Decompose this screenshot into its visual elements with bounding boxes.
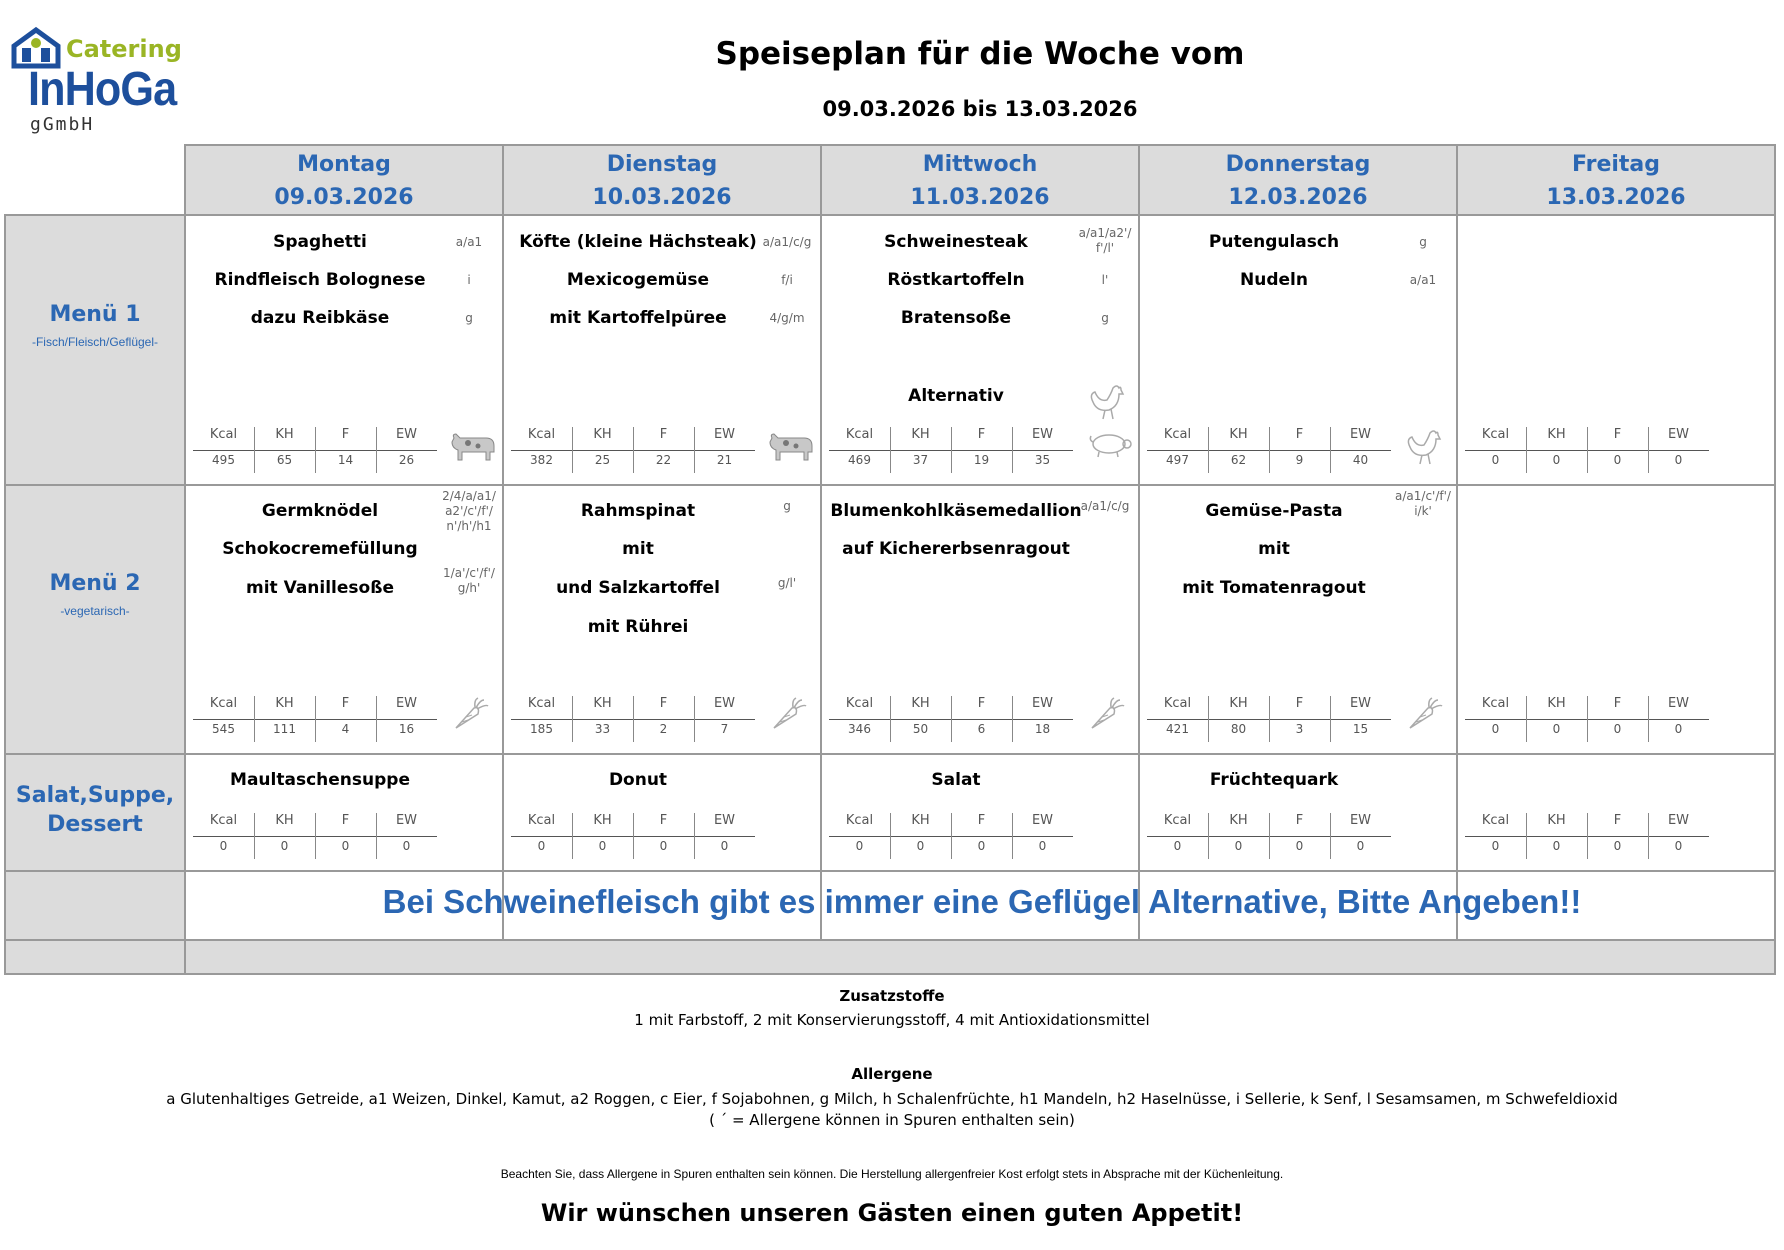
nutrition-value-carbs: 0 xyxy=(1552,453,1561,467)
menu2-allergen-code xyxy=(1711,566,1771,608)
nutrition-value-protein: 0 xyxy=(1674,722,1683,736)
menu1-allergen-code xyxy=(1393,302,1453,345)
nutrition-header-protein: EW xyxy=(1667,427,1690,442)
nutrition-value-kcal: 495 xyxy=(212,453,235,467)
allergens-text: a Glutenhaltiges Getreide, a1 Weizen, Dinkel, Kamut, a2 Roggen, c Eier, f Sojabohnen, g Milch, h Schalenfrüchte, h1 Mandeln, h2 Haselnüsse, i Sellerie, k Senf, l Sesamsamen, m Schwefeldioxid xyxy=(166,1090,1618,1108)
nutrition-header-protein: EW xyxy=(1349,696,1372,711)
menu1-dish-line: Putengulasch xyxy=(1208,232,1340,252)
nutrition-value-fat: 0 xyxy=(341,839,350,853)
day-name: Freitag xyxy=(1571,152,1661,177)
nutrition-header-protein: EW xyxy=(1667,696,1690,711)
nutrition-value-fat: 14 xyxy=(337,453,354,467)
logo-catering-text: Catering xyxy=(66,35,182,63)
day-name: Donnerstag xyxy=(1225,152,1371,177)
extras-dish: Salat xyxy=(931,770,981,790)
menu2-allergen-code: g/l' xyxy=(777,576,797,590)
allergen-disclaimer: Beachten Sie, dass Allergene in Spuren enthalten sein können. Die Herstellung allergenfreier Kost erfolgt stets in Absprache mit der Küchenleitung. xyxy=(500,1167,1284,1181)
grid-line xyxy=(184,144,1776,146)
nutrition-table xyxy=(1465,696,1709,746)
day-date: 12.03.2026 xyxy=(1228,185,1368,210)
grid-line xyxy=(4,484,1776,486)
menu1-allergen-code xyxy=(1711,302,1771,345)
nutrition-value-protein: 15 xyxy=(1352,722,1369,736)
grid-line xyxy=(4,214,1776,216)
menu2-allergen-code xyxy=(1393,566,1453,608)
nutrition-value-kcal: 545 xyxy=(212,722,235,736)
menu1-dish-line: mit Kartoffelpüree xyxy=(549,308,727,328)
nutrition-header-kcal: Kcal xyxy=(209,427,238,442)
nutrition-table xyxy=(1465,813,1709,863)
menu2-allergen-code xyxy=(439,605,499,647)
nutrition-header-kcal: Kcal xyxy=(845,813,874,828)
nutrition-header-protein: EW xyxy=(395,427,418,442)
menu-2-label xyxy=(5,569,185,618)
day-name: Dienstag xyxy=(606,152,718,177)
menu2-allergen-code xyxy=(1075,527,1135,569)
menu1-dish-line: Bratensoße xyxy=(900,308,1012,328)
nutrition-value-carbs: 0 xyxy=(1234,839,1243,853)
cow-icon xyxy=(766,430,816,466)
nutrition-value-kcal: 0 xyxy=(1491,453,1500,467)
nutrition-header-protein: EW xyxy=(395,813,418,828)
extras-dish: Donut xyxy=(608,770,668,790)
nutrition-header-protein: EW xyxy=(713,427,736,442)
menu1-allergen-code: g xyxy=(1101,311,1109,325)
nutrition-value-kcal: 0 xyxy=(855,839,864,853)
nutrition-table xyxy=(829,813,1073,863)
banner-row-label-bg xyxy=(5,871,185,939)
nutrition-header-carbs: KH xyxy=(275,696,294,711)
menu2-dish-line: Schokocremefüllung xyxy=(222,539,418,559)
menu1-alternative-label: Alternativ xyxy=(908,386,1004,406)
additives-text: 1 mit Farbstoff, 2 mit Konservierungsstoff, 4 mit Antioxidationsmittel xyxy=(634,1011,1150,1029)
nutrition-value-carbs: 62 xyxy=(1230,453,1247,467)
nutrition-header-protein: EW xyxy=(1667,813,1690,828)
nutrition-header-carbs: KH xyxy=(275,427,294,442)
nutrition-header-protein: EW xyxy=(713,813,736,828)
nutrition-value-protein: 26 xyxy=(398,453,415,467)
menu2-dish-line: Rahmspinat xyxy=(580,501,696,521)
menu2-allergen-code: a/a1/c'/f'/i/k' xyxy=(1395,489,1451,518)
nutrition-header-carbs: KH xyxy=(1547,813,1566,828)
catering-logo xyxy=(8,22,182,135)
nutrition-header-fat: F xyxy=(1613,427,1622,442)
closing-message: Wir wünschen unseren Gästen einen guten Appetit! xyxy=(540,1199,1244,1227)
extras-label xyxy=(5,781,185,845)
nutrition-value-protein: 0 xyxy=(720,839,729,853)
extras-dish: Maultaschensuppe xyxy=(230,770,410,790)
row-label-subtitle: -Fisch/Fleisch/Geflügel- xyxy=(31,335,159,349)
nutrition-header-fat: F xyxy=(659,813,668,828)
day-date: 11.03.2026 xyxy=(910,185,1050,210)
logo-brand-text: InHoGa xyxy=(28,63,177,116)
menu2-allergen-code: 2/4/a/a1/a2'/c'/f'/n'/h'/h1 xyxy=(442,489,496,533)
menu2-allergen-code xyxy=(1711,605,1771,647)
nutrition-value-kcal: 185 xyxy=(530,722,553,736)
nutrition-value-fat: 4 xyxy=(341,722,350,736)
nutrition-header-kcal: Kcal xyxy=(845,427,874,442)
nutrition-value-protein: 7 xyxy=(720,722,729,736)
menu2-dish-line: mit xyxy=(1258,539,1290,559)
nutrition-header-fat: F xyxy=(977,813,986,828)
rooster-icon xyxy=(1085,382,1129,426)
grid-line xyxy=(4,870,1776,872)
allergens-title: Allergene xyxy=(851,1065,933,1083)
nutrition-value-protein: 0 xyxy=(1356,839,1365,853)
menu2-allergen-code xyxy=(757,605,817,647)
nutrition-header-carbs: KH xyxy=(593,813,612,828)
nutrition-value-carbs: 0 xyxy=(1552,722,1561,736)
empty-row-label-bg xyxy=(5,940,185,974)
nutrition-value-protein: 40 xyxy=(1352,453,1369,467)
nutrition-header-carbs: KH xyxy=(911,813,930,828)
nutrition-table xyxy=(193,696,437,746)
nutrition-value-protein: 16 xyxy=(398,722,415,736)
menu1-dish-line: Nudeln xyxy=(1240,270,1308,290)
menu2-dish-line: Gemüse-Pasta xyxy=(1205,501,1343,521)
grid-line xyxy=(4,973,1776,975)
nutrition-value-fat: 0 xyxy=(977,839,986,853)
nutrition-value-protein: 0 xyxy=(402,839,411,853)
nutrition-header-fat: F xyxy=(341,427,350,442)
nutrition-header-fat: F xyxy=(1295,427,1304,442)
nutrition-table xyxy=(511,813,755,863)
row-label-title: Salat,Suppe, Dessert xyxy=(15,783,175,837)
nutrition-header-fat: F xyxy=(659,696,668,711)
nutrition-value-kcal: 0 xyxy=(1491,722,1500,736)
row-label-title: Menü 2 xyxy=(49,571,141,596)
menu1-allergen-code: g xyxy=(1419,235,1427,249)
nutrition-header-carbs: KH xyxy=(911,427,930,442)
nutrition-value-protein: 21 xyxy=(716,453,733,467)
nutrition-header-carbs: KH xyxy=(1547,696,1566,711)
nutrition-header-kcal: Kcal xyxy=(209,696,238,711)
carrot-icon xyxy=(768,696,808,736)
nutrition-header-protein: EW xyxy=(395,696,418,711)
nutrition-value-carbs: 0 xyxy=(916,839,925,853)
menu2-allergen-code xyxy=(1711,489,1771,531)
menu1-dish-line: dazu Reibkäse xyxy=(250,308,390,328)
menu2-allergen-code xyxy=(1075,605,1135,647)
nutrition-header-fat: F xyxy=(1295,696,1304,711)
day-header-donnerstag xyxy=(1139,145,1457,214)
row-label-subtitle: -vegetarisch- xyxy=(60,604,130,618)
nutrition-value-fat: 6 xyxy=(977,722,986,736)
day-date: 13.03.2026 xyxy=(1546,185,1686,210)
nutrition-value-carbs: 50 xyxy=(912,722,929,736)
menu1-dish-line: Rindfleisch Bolognese xyxy=(214,270,426,290)
nutrition-header-kcal: Kcal xyxy=(1481,696,1510,711)
nutrition-header-kcal: Kcal xyxy=(527,427,556,442)
nutrition-value-fat: 0 xyxy=(1295,839,1304,853)
menu2-dish-line: und Salzkartoffel xyxy=(556,578,720,598)
nutrition-value-carbs: 0 xyxy=(280,839,289,853)
menu2-allergen-code xyxy=(1393,605,1453,647)
nutrition-value-fat: 3 xyxy=(1295,722,1304,736)
menu1-allergen-code: 4/g/m xyxy=(769,311,805,325)
menu1-dish-line: Mexicogemüse xyxy=(566,270,710,290)
nutrition-header-fat: F xyxy=(1295,813,1304,828)
page-subtitle: 09.03.2026 bis 13.03.2026 xyxy=(822,97,1138,121)
menu2-allergen-code xyxy=(1393,527,1453,569)
nutrition-header-carbs: KH xyxy=(275,813,294,828)
menu2-dish-line: mit xyxy=(622,539,654,559)
nutrition-table xyxy=(193,427,437,477)
menu-1-label xyxy=(5,300,185,349)
nutrition-header-protein: EW xyxy=(1349,427,1372,442)
nutrition-value-protein: 35 xyxy=(1034,453,1051,467)
nutrition-value-kcal: 0 xyxy=(1491,839,1500,853)
rooster-icon xyxy=(1402,427,1446,471)
extras-dish: Früchtequark xyxy=(1209,770,1339,790)
nutrition-value-carbs: 80 xyxy=(1230,722,1247,736)
day-date: 10.03.2026 xyxy=(592,185,732,210)
menu2-dish-line: auf Kichererbsenragout xyxy=(842,539,1070,559)
nutrition-value-kcal: 497 xyxy=(1166,453,1189,467)
nutrition-value-fat: 19 xyxy=(973,453,990,467)
nutrition-value-protein: 18 xyxy=(1034,722,1051,736)
menu1-allergen-code xyxy=(1711,264,1771,307)
nutrition-value-kcal: 0 xyxy=(1173,839,1182,853)
nutrition-value-fat: 0 xyxy=(659,839,668,853)
nutrition-header-protein: EW xyxy=(713,696,736,711)
grid-line xyxy=(184,144,186,974)
nutrition-header-fat: F xyxy=(1613,696,1622,711)
pig-icon xyxy=(1087,430,1133,462)
nutrition-value-protein: 0 xyxy=(1674,839,1683,853)
menu1-dish-line: Köfte (kleine Hächsteak) xyxy=(519,232,757,252)
nutrition-header-kcal: Kcal xyxy=(209,813,238,828)
row-label-bg xyxy=(5,215,185,484)
menu2-dish-line: Germknödel xyxy=(261,501,379,521)
menu2-dish-line: Blumenkohlkäsemedallion xyxy=(830,501,1082,521)
nutrition-header-kcal: Kcal xyxy=(1481,427,1510,442)
grid-line xyxy=(1774,144,1776,974)
nutrition-header-carbs: KH xyxy=(1547,427,1566,442)
carrot-icon xyxy=(1086,696,1126,736)
nutrition-table xyxy=(1465,427,1709,477)
nutrition-header-protein: EW xyxy=(1031,427,1054,442)
nutrition-value-fat: 9 xyxy=(1295,453,1304,467)
menu1-dish-line: Röstkartoffeln xyxy=(887,270,1025,290)
nutrition-header-protein: EW xyxy=(1349,813,1372,828)
nutrition-value-kcal: 346 xyxy=(848,722,871,736)
nutrition-header-fat: F xyxy=(977,696,986,711)
menu1-allergen-code: a/a1 xyxy=(1409,273,1437,287)
menu1-allergen-code: a/a1/a2'/f'/l' xyxy=(1078,226,1132,255)
nutrition-value-carbs: 0 xyxy=(1552,839,1561,853)
day-header-mittwoch xyxy=(821,145,1139,214)
nutrition-table xyxy=(1147,427,1391,477)
carrot-icon xyxy=(1404,696,1444,736)
nutrition-value-fat: 0 xyxy=(1613,453,1622,467)
nutrition-value-protein: 0 xyxy=(1038,839,1047,853)
nutrition-value-kcal: 382 xyxy=(530,453,553,467)
nutrition-header-fat: F xyxy=(1613,813,1622,828)
day-name: Mittwoch xyxy=(922,152,1038,177)
nutrition-header-carbs: KH xyxy=(593,427,612,442)
menu2-allergen-code: a/a1/c/g xyxy=(1080,499,1130,513)
nutrition-value-kcal: 421 xyxy=(1166,722,1189,736)
nutrition-table xyxy=(511,696,755,746)
menu2-allergen-code xyxy=(757,527,817,569)
nutrition-header-kcal: Kcal xyxy=(527,813,556,828)
nutrition-value-kcal: 0 xyxy=(537,839,546,853)
nutrition-header-fat: F xyxy=(977,427,986,442)
nutrition-table xyxy=(829,696,1073,746)
logo-legal-text: gGmbH xyxy=(30,114,95,135)
nutrition-value-carbs: 111 xyxy=(273,722,296,736)
nutrition-header-carbs: KH xyxy=(593,696,612,711)
row-label-title: Menü 1 xyxy=(49,302,141,327)
menu2-dish-line: mit Rührei xyxy=(587,617,689,637)
menu2-allergen-code xyxy=(1711,527,1771,569)
nutrition-header-kcal: Kcal xyxy=(845,696,874,711)
nutrition-value-kcal: 0 xyxy=(219,839,228,853)
pork-alternative-banner: Bei Schweinefleisch gibt es immer eine Geflügel Alternative, Bitte Angeben!! xyxy=(382,883,1582,920)
menu2-allergen-code xyxy=(439,527,499,569)
nutrition-header-carbs: KH xyxy=(1229,696,1248,711)
nutrition-value-carbs: 65 xyxy=(276,453,293,467)
nutrition-table xyxy=(511,427,755,477)
nutrition-header-carbs: KH xyxy=(1229,813,1248,828)
nutrition-value-fat: 22 xyxy=(655,453,672,467)
grid-line xyxy=(4,753,1776,755)
carrot-icon xyxy=(450,696,490,736)
row-label-bg xyxy=(5,485,185,753)
menu1-allergen-code: f/i xyxy=(781,273,793,287)
menu2-allergen-code xyxy=(1075,566,1135,608)
page-title: Speiseplan für die Woche vom xyxy=(715,36,1245,72)
additives-title: Zusatzstoffe xyxy=(839,987,945,1005)
nutrition-table xyxy=(1147,696,1391,746)
nutrition-value-fat: 0 xyxy=(1613,722,1622,736)
menu1-dish-line: Schweinesteak xyxy=(884,232,1028,252)
menu1-dish-line: Spaghetti xyxy=(273,232,367,252)
grid-line xyxy=(1456,144,1458,940)
nutrition-value-fat: 0 xyxy=(1613,839,1622,853)
nutrition-table xyxy=(829,427,1073,477)
grid-line xyxy=(4,939,1776,941)
nutrition-header-fat: F xyxy=(341,813,350,828)
nutrition-header-kcal: Kcal xyxy=(1163,813,1192,828)
traces-note: ( ´ = Allergene können in Spuren enthalten sein) xyxy=(709,1111,1075,1129)
menu2-dish-line: mit Tomatenragout xyxy=(1182,578,1366,598)
nutrition-table xyxy=(1147,813,1391,863)
nutrition-header-fat: F xyxy=(341,696,350,711)
menu2-allergen-code: g xyxy=(783,499,791,513)
menu1-allergen-code xyxy=(1711,226,1771,269)
grid-line xyxy=(4,214,6,974)
day-date: 09.03.2026 xyxy=(274,185,414,210)
nutrition-header-kcal: Kcal xyxy=(1163,696,1192,711)
nutrition-value-kcal: 469 xyxy=(848,453,871,467)
cow-icon xyxy=(448,430,498,466)
nutrition-header-protein: EW xyxy=(1031,813,1054,828)
menu1-allergen-code: a/a1/c/g xyxy=(762,235,812,249)
day-header-freitag xyxy=(1457,145,1775,214)
nutrition-header-kcal: Kcal xyxy=(1163,427,1192,442)
menu1-allergen-code: i xyxy=(467,273,471,287)
nutrition-value-carbs: 25 xyxy=(594,453,611,467)
day-name: Montag xyxy=(297,152,391,177)
nutrition-value-fat: 2 xyxy=(659,722,668,736)
nutrition-value-carbs: 37 xyxy=(912,453,929,467)
menu2-dish-line: mit Vanillesoße xyxy=(246,578,394,598)
empty-row-bg xyxy=(185,940,1775,974)
nutrition-header-carbs: KH xyxy=(1229,427,1248,442)
menu1-allergen-code: g xyxy=(465,311,473,325)
menu1-allergen-code: l' xyxy=(1101,273,1109,287)
nutrition-header-kcal: Kcal xyxy=(1481,813,1510,828)
nutrition-header-protein: EW xyxy=(1031,696,1054,711)
nutrition-header-kcal: Kcal xyxy=(527,696,556,711)
nutrition-value-protein: 0 xyxy=(1674,453,1683,467)
menu2-allergen-code: 1/a'/c'/f'/g/h' xyxy=(443,566,495,595)
nutrition-value-carbs: 0 xyxy=(598,839,607,853)
nutrition-header-fat: F xyxy=(659,427,668,442)
nutrition-header-carbs: KH xyxy=(911,696,930,711)
day-header-dienstag xyxy=(503,145,821,214)
nutrition-value-carbs: 33 xyxy=(594,722,611,736)
nutrition-table xyxy=(193,813,437,863)
day-header-montag xyxy=(185,145,503,214)
menu1-allergen-code: a/a1 xyxy=(455,235,483,249)
